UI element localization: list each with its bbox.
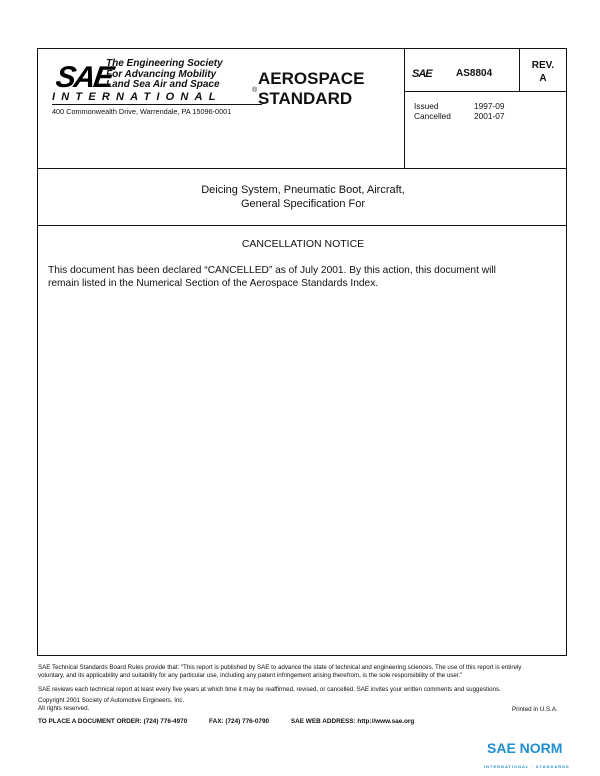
rev-value: A [539,73,547,84]
footer-rules [38,664,568,680]
document-number: AS8804 [456,68,493,79]
sae-mark-small: SAE [412,68,432,80]
rights-line: All rights reserved. [38,705,90,712]
tagline-line-3: Land Sea Air and Space [106,79,220,90]
notice-heading: CANCELLATION NOTICE [241,238,365,250]
issued-date: 1997-09 [474,101,505,111]
header-divider [404,49,405,168]
date-block [414,101,504,121]
revision-block [519,59,567,85]
registered-mark: ® [252,87,258,94]
logo-rule [52,104,262,105]
tagline-line-2: For Advancing Mobility [106,68,217,80]
doc-type-line-1: AEROSPACE [258,69,365,88]
title-line-2: General Specification For [240,198,366,210]
watermark-sub: INTERNATIONAL · STANDARDS [484,764,570,769]
rules-line-2: voluntary, and its applicability and suitability for any particular use, including any patent infringement arising therefrom, is the sole responsibility of the user.” [38,672,463,679]
docnum-rule [404,91,566,92]
tagline-line-1: The Engineering Society [106,58,223,69]
document-type [258,69,364,109]
sae-address: 400 Commonwealth Drive, Warrendale, PA 15096-0001 [52,107,232,116]
order-info [38,718,434,725]
sae-tagline [106,59,223,91]
fax-number: FAX: (724) 776-0790 [209,718,270,725]
notice-line-1: This document has been declared “CANCELLED” as of July 2001. By this action, this document will [48,265,496,276]
footer-copyright [38,697,568,713]
title-line-1: Deicing System, Pneumatic Boot, Aircraft, [201,184,405,196]
notice-line-2: remain listed in the Numerical Section of the Aerospace Standards Index. [48,278,379,289]
issued-label: Issued [414,101,439,111]
footer-review: SAE reviews each technical report at least every five years at which time it may be reaffirmed, revised, or cancelled. SAE invites your written comments and suggestions. [38,686,501,693]
order-phone: TO PLACE A DOCUMENT ORDER: (724) 776-4970 [38,718,188,725]
printed-in: Printed in U.S.A. [512,706,558,713]
document-title [38,183,568,211]
web-address[interactable]: SAE WEB ADDRESS: http://www.sae.org [290,718,415,725]
rev-label: REV. [531,60,555,71]
international-label: INTERNATIONAL [52,91,222,103]
sae-logo: SAE [53,61,115,94]
doc-type-line-2: STANDARD [258,89,353,108]
cancelled-label: Cancelled [414,111,451,121]
document-frame [37,48,567,656]
watermark-text: SAE NORM [487,740,563,756]
notice-body [48,264,548,290]
sae-norm-watermark [484,740,570,769]
title-rule [38,225,566,226]
rules-line-1: SAE Technical Standards Board Rules provide that: “This report is published by SAE to advance the state of technical and engineering sciences. The use of this report is entirely [38,664,522,671]
header-rule [38,168,566,169]
cancelled-date: 2001-07 [474,111,505,121]
copyright-line: Copyright 2001 Society of Automotive Engineers, Inc. [38,697,185,704]
